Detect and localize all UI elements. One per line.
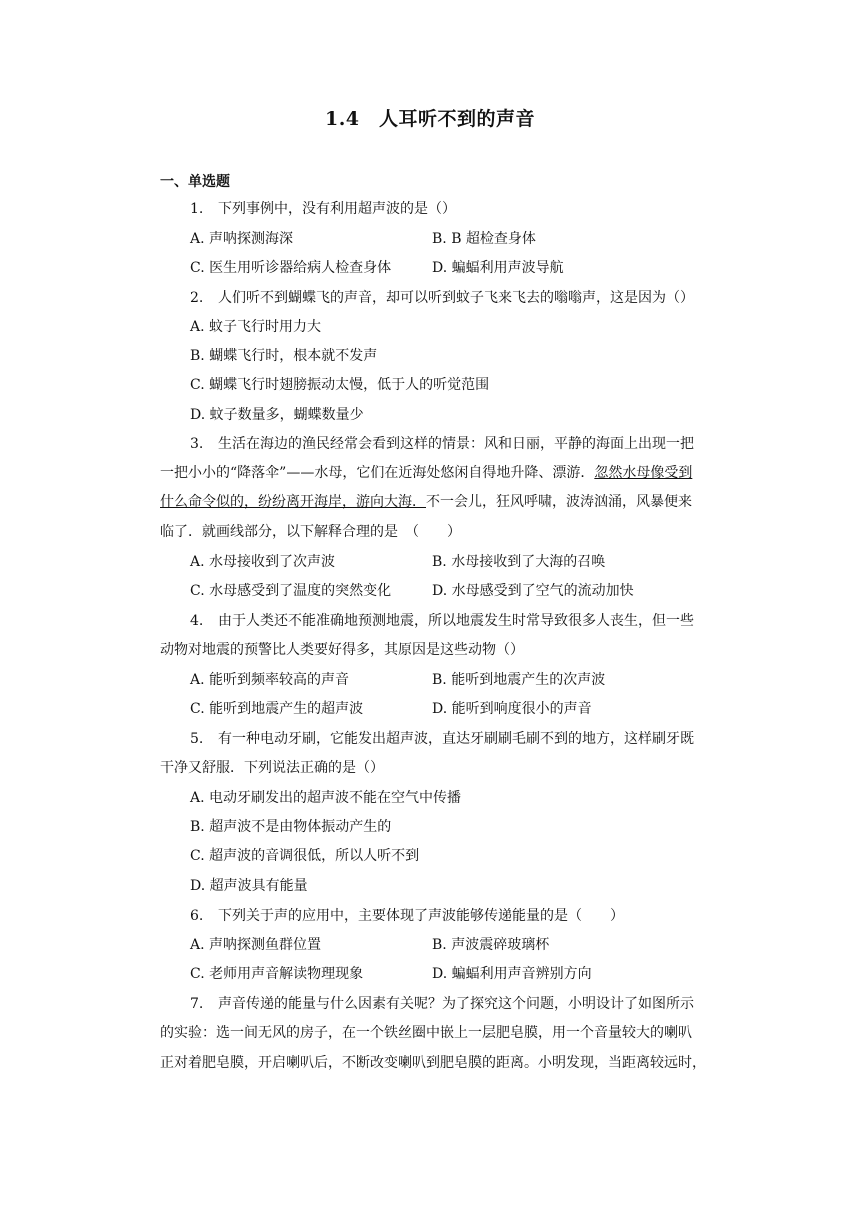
question-text: 由于人类还不能准确地预测地震，所以地震发生时常导致很多人丧生，但一些 bbox=[218, 613, 694, 629]
section-heading: 一、单选题 bbox=[160, 174, 230, 190]
underlined-text: 忽然水母像受到 bbox=[594, 465, 693, 481]
question-number: 1. bbox=[190, 201, 204, 217]
question-number: 2. bbox=[190, 290, 204, 306]
question-6-option-c: C. 老师用声音解读物理现象 bbox=[190, 966, 364, 982]
question-text: 有一种电动牙刷，它能发出超声波，直达牙刷刷毛刷不到的地方，这样刷牙既 bbox=[218, 731, 694, 747]
question-1-option-d: D. 蝙蝠利用声波导航 bbox=[432, 260, 564, 276]
question-number: 5. bbox=[190, 731, 204, 747]
question-5-option-d: D. 超声波具有能量 bbox=[190, 878, 308, 894]
question-1-option-a: A. 声呐探测海深 bbox=[190, 231, 294, 247]
page-title: 1.4 人耳听不到的声音 bbox=[324, 108, 536, 130]
question-4-option-b: B. 能听到地震产生的次声波 bbox=[432, 672, 606, 688]
question-4-option-a: A. 能听到频率较高的声音 bbox=[190, 672, 350, 688]
question-1-stem bbox=[190, 199, 456, 219]
question-7-stem-line-2: 的实验：选一间无风的房子，在一个铁丝圈中嵌上一层肥皂膜，用一个音量较大的喇叭 bbox=[160, 1025, 692, 1041]
question-3-stem-line-3 bbox=[160, 492, 692, 512]
question-number: 7. bbox=[190, 996, 204, 1012]
question-3-option-a: A. 水母接收到了次声波 bbox=[190, 554, 336, 570]
question-6-option-d: D. 蝙蝠利用声音辨别方向 bbox=[432, 966, 592, 982]
question-number: 3. bbox=[190, 436, 204, 452]
question-5-stem-line-1 bbox=[190, 729, 694, 749]
question-4-stem-line-2: 动物对地震的预警比人类要好得多，其原因是这些动物（） bbox=[160, 642, 524, 658]
question-2-stem bbox=[190, 288, 694, 308]
question-7-stem-line-3: 正对着肥皂膜，开启喇叭后，不断改变喇叭到肥皂膜的距离。小明发现，当距离较远时， bbox=[160, 1055, 706, 1071]
question-2-option-d: D. 蚊子数量多，蝴蝶数量少 bbox=[190, 407, 364, 423]
question-5-option-b: B. 超声波不是由物体振动产生的 bbox=[190, 819, 392, 835]
question-text: 下列关于声的应用中，主要体现了声波能够传递能量的是（ ） bbox=[218, 908, 624, 924]
question-number: 4. bbox=[190, 613, 204, 629]
question-3-option-d: D. 水母感受到了空气的流动加快 bbox=[432, 583, 634, 599]
question-4-stem-line-1 bbox=[190, 611, 694, 631]
question-5-option-c: C. 超声波的音调很低，所以人听不到 bbox=[190, 848, 420, 864]
question-1-option-b: B. B 超检查身体 bbox=[432, 231, 536, 247]
question-2-option-b: B. 蝴蝶飞行时，根本就不发声 bbox=[190, 348, 378, 364]
question-4-option-d: D. 能听到响度很小的声音 bbox=[432, 701, 592, 717]
question-3-option-b: B. 水母接收到了大海的召唤 bbox=[432, 554, 606, 570]
question-4-option-c: C. 能听到地震产生的超声波 bbox=[190, 701, 364, 717]
question-7-stem-line-1 bbox=[190, 994, 694, 1014]
question-6-stem bbox=[190, 906, 624, 926]
question-5-stem-line-2: 干净又舒服．下列说法正确的是（） bbox=[160, 760, 384, 776]
question-number: 6. bbox=[190, 908, 204, 924]
question-3-stem-line-4: 临了．就画线部分，以下解释合理的是 （ ） bbox=[160, 524, 461, 540]
question-6-option-a: A. 声呐探测鱼群位置 bbox=[190, 937, 322, 953]
question-text: 下列事例中，没有利用超声波的是（） bbox=[218, 201, 456, 217]
question-text: 声音传递的能量与什么因素有关呢？为了探究这个问题，小明设计了如图所示 bbox=[218, 996, 694, 1012]
underlined-text: 什么命令似的，纷纷离开海岸，游向大海． bbox=[160, 494, 426, 510]
question-2-option-a: A. 蚊子飞行时用力大 bbox=[190, 319, 322, 335]
question-2-option-c: C. 蝴蝶飞行时翅膀振动太慢，低于人的听觉范围 bbox=[190, 377, 490, 393]
question-text: 人们听不到蝴蝶飞的声音，却可以听到蚊子飞来飞去的嗡嗡声，这是因为（） bbox=[218, 290, 694, 306]
question-6-option-b: B. 声波震碎玻璃杯 bbox=[432, 937, 550, 953]
question-3-option-c: C. 水母感受到了温度的突然变化 bbox=[190, 583, 392, 599]
question-text: 不一会儿，狂风呼啸，波涛汹涌，风暴便来 bbox=[426, 494, 692, 510]
question-text: 一把小小的“降落伞”——水母，它们在近海处悠闲自得地升降、漂游． bbox=[160, 465, 595, 481]
question-5-option-a: A. 电动牙刷发出的超声波不能在空气中传播 bbox=[190, 790, 462, 806]
question-3-stem-line-1 bbox=[190, 434, 694, 454]
question-1-option-c: C. 医生用听诊器给病人检查身体 bbox=[190, 260, 392, 276]
question-3-stem-line-2 bbox=[160, 463, 692, 483]
question-text: 生活在海边的渔民经常会看到这样的情景：风和日丽，平静的海面上出现一把 bbox=[218, 436, 694, 452]
